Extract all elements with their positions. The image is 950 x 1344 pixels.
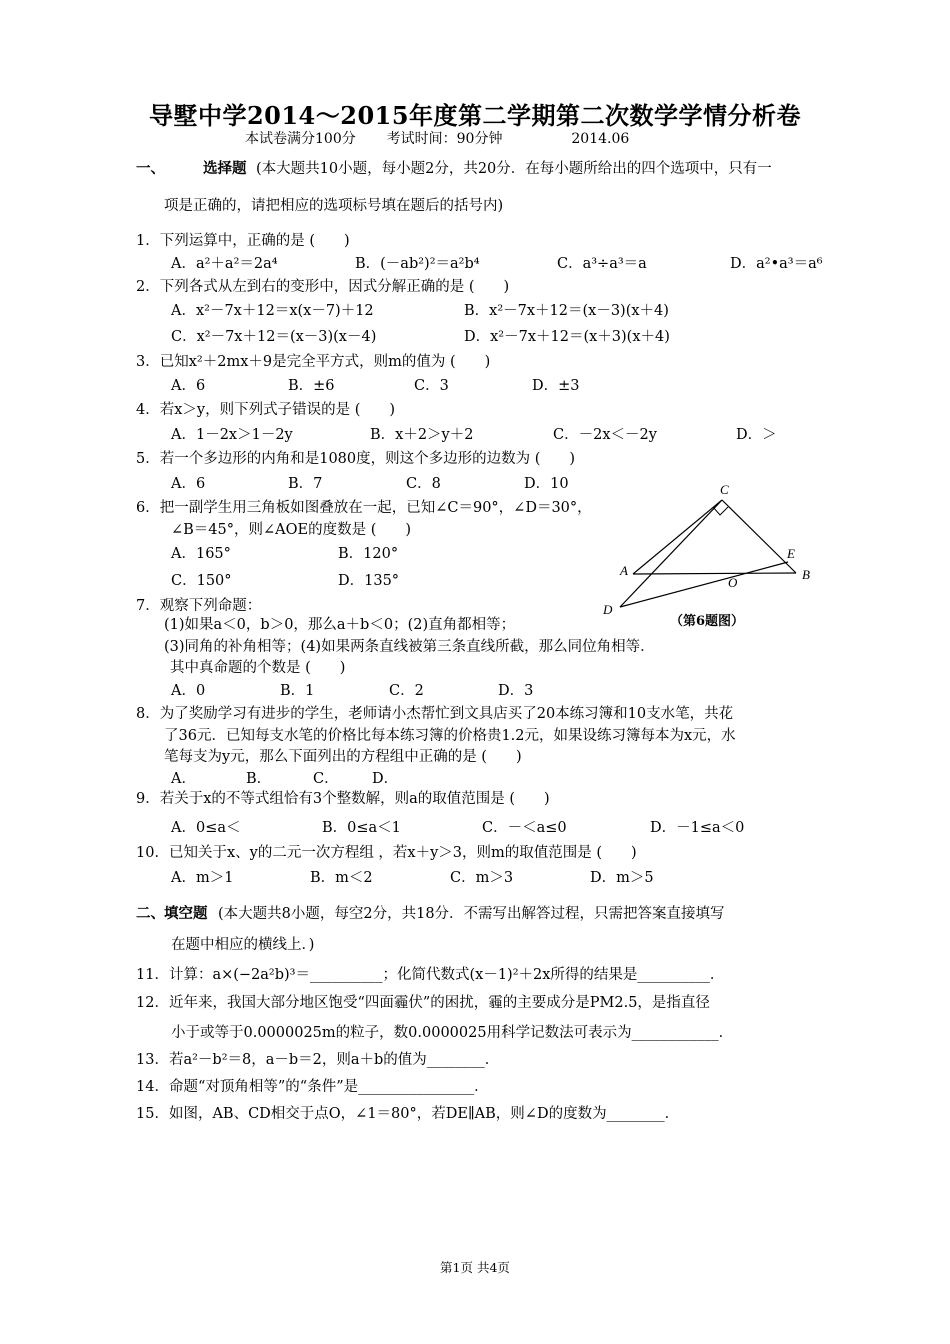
question-3-stem: 3．已知x²＋2mx＋9是完全平方式，则m的值为 ( ) (136, 354, 491, 370)
question-8-line1: 8．为了奖励学习有进步的学生，老师请小杰帮忙到文具店买了20本练习簿和10支水笔，共花 (136, 706, 734, 722)
question-13: 13．若a²－b²＝8，a－b＝2，则a＋b的值为________． (136, 1052, 500, 1068)
section2-desc-line1: (本大题共8小题，每空2分，共18分．不需写出解答过程，只需把答案直接填写 (218, 906, 725, 922)
label-c: C (720, 482, 729, 497)
label-b: B (802, 567, 810, 582)
question-6-stem-line2: ∠B＝45°，则∠AOE的度数是 ( ) (171, 522, 412, 538)
question-12-line2: 小于或等于0.0000025m的粒子，数0.0000025用科学记数法可表示为____________． (171, 1025, 734, 1041)
label-e: E (787, 546, 795, 561)
question-2-option-b: B．x²－7x＋12＝(x－3)(x＋4) (464, 303, 669, 319)
exam-info (245, 128, 629, 148)
right-angle-mark (713, 507, 728, 515)
question-7-option-b: B．1 (280, 683, 315, 699)
question-5-option-c: C．8 (406, 476, 441, 492)
section2-number: 二、 (136, 905, 165, 922)
question-8-line2: 了36元．已知每支水笔的价格比每本练习簿的价格贵1.2元，如果设练习簿每本为x元，水 (164, 728, 736, 744)
question-6-option-d: D．135° (338, 573, 400, 589)
question-3-option-d: D．±3 (532, 378, 580, 394)
question-9-stem: 9．若关于x的不等式组恰有3个整数解，则a的取值范围是 ( ) (136, 791, 550, 807)
section2-desc-line2: 在题中相应的横线上．) (171, 937, 315, 953)
question-8-option-d: D． (372, 771, 399, 787)
section1-desc-line1: (本大题共10小题，每小题2分，共20分．在每小题所给出的四个选项中，只有一 (256, 161, 772, 177)
question-5-option-b: B．7 (288, 476, 323, 492)
section1-number: 一、 (136, 160, 165, 177)
question-6-option-c: C．150° (171, 573, 232, 589)
score-info: 本试卷满分100分 (245, 131, 356, 147)
question-1-option-b: B．(－ab²)²＝a²b⁴ (355, 256, 480, 272)
question-14: 14．命题“对顶角相等”的“条件”是________________． (136, 1079, 489, 1095)
question-9-option-c: C．－＜a≤0 (482, 820, 567, 836)
question-8-line3: 笔每支为y元，那么下面列出的方程组中正确的是 ( ) (164, 749, 522, 765)
segment-dc (620, 500, 722, 607)
question-4-option-b: B．x＋2＞y＋2 (370, 427, 474, 443)
question-8-option-b: B． (246, 771, 272, 787)
question-1-stem: 1．下列运算中，正确的是 ( ) (136, 233, 350, 249)
question-3-option-a: A．6 (171, 378, 206, 394)
label-o: O (728, 575, 738, 590)
segment-cb (722, 500, 796, 573)
question-10-option-a: A．m＞1 (171, 870, 234, 886)
figure-6-caption: （第6题图） (670, 614, 745, 629)
label-d: D (603, 602, 613, 617)
question-5-stem: 5．若一个多边形的内角和是1080度，则这个多边形的边数为 ( ) (136, 451, 576, 467)
question-7-option-c: C．2 (389, 683, 424, 699)
section1-desc-line2: 项是正确的，请把相应的选项标号填在题后的括号内) (164, 198, 504, 214)
figure-6-diagram (600, 478, 820, 628)
question-8-option-c: C． (313, 771, 339, 787)
question-7-option-a: A．0 (171, 683, 206, 699)
question-2-option-a: A．x²－7x＋12＝x(x－7)＋12 (171, 303, 374, 319)
question-4-stem: 4．若x＞y，则下列式子错误的是 ( ) (136, 402, 396, 418)
question-2-option-c: C．x²－7x＋12＝(x－3)(x－4) (171, 329, 377, 345)
question-3-option-b: B．±6 (288, 378, 335, 394)
segment-ac (633, 500, 722, 574)
time-info: 考试时间：90分钟 (386, 131, 503, 147)
question-9-option-a: A．0≤a＜ (171, 820, 241, 836)
question-6-option-a: A．165° (171, 546, 231, 562)
question-10-stem: 10．已知关于x、y的二元一次方程组 ，若x＋y＞3，则m的取值范围是 ( ) (136, 845, 637, 861)
question-10-option-c: C．m＞3 (450, 870, 514, 886)
question-7-option-d: D．3 (498, 683, 534, 699)
section1-name: 选择题 (203, 160, 247, 177)
question-5-option-d: D．10 (524, 476, 569, 492)
question-7-stem: 7．观察下列命题： (136, 598, 262, 614)
question-6-option-b: B．120° (338, 546, 399, 562)
question-4-option-d: D．＞ (736, 427, 777, 443)
question-1-option-d: D．a²•a³＝a⁶ (730, 256, 823, 272)
question-6-stem-line1: 6．把一副学生用三角板如图叠放在一起，已知∠C＝90°，∠D＝30°， (136, 500, 592, 516)
question-3-option-c: C．3 (414, 378, 449, 394)
question-12-line1: 12．近年来，我国大部分地区饱受“四面霾伏”的困扰，霾的主要成分是PM2.5，是指直径 (136, 995, 710, 1011)
question-7-line2: (3)同角的补角相等；(4)如果两条直线被第三条直线所截，那么同位角相等． (164, 639, 655, 655)
question-4-option-c: C．－2x＜－2y (553, 427, 657, 443)
question-7-line1: (1)如果a＜0，b＞0，那么a＋b＜0；(2)直角都相等； (164, 617, 516, 633)
question-5-option-a: A．6 (171, 476, 206, 492)
question-1-option-c: C．a³÷a³＝a (557, 256, 647, 272)
question-9-option-b: B．0≤a＜1 (322, 820, 401, 836)
question-9-option-d: D．－1≤a＜0 (650, 820, 745, 836)
question-2-stem: 2．下列各式从左到右的变形中，因式分解正确的是 ( ) (136, 279, 510, 295)
question-1-option-a: A．a²＋a²＝2a⁴ (171, 256, 278, 272)
question-8-option-a: A． (171, 771, 196, 787)
question-10-option-d: D．m＞5 (590, 870, 654, 886)
question-7-line3: 其中真命题的个数是 ( ) (170, 660, 346, 676)
question-11: 11．计算：a×(−2a²b)³＝__________；化简代数式(x－1)²＋2x所得的结果是__________． (136, 967, 725, 983)
page-title: 导墅中学2014～2015年度第二学期第二次数学学情分析卷 (148, 101, 802, 130)
date-info: 2014.06 (571, 131, 630, 147)
question-15: 15．如图，AB、CD相交于点O，∠1＝80°，若DE∥AB，则∠D的度数为________． (136, 1106, 680, 1122)
label-a: A (620, 563, 628, 578)
question-4-option-a: A．1－2x＞1－2y (171, 427, 293, 443)
page-footer: 第1页 共4页 (440, 1260, 510, 1275)
section2-name: 填空题 (164, 905, 208, 922)
question-2-option-d: D．x²－7x＋12＝(x＋3)(x＋4) (464, 329, 670, 345)
question-10-option-b: B．m＜2 (310, 870, 373, 886)
figure-6 (600, 478, 820, 628)
segment-ab (633, 573, 796, 574)
segment-de (620, 562, 788, 607)
